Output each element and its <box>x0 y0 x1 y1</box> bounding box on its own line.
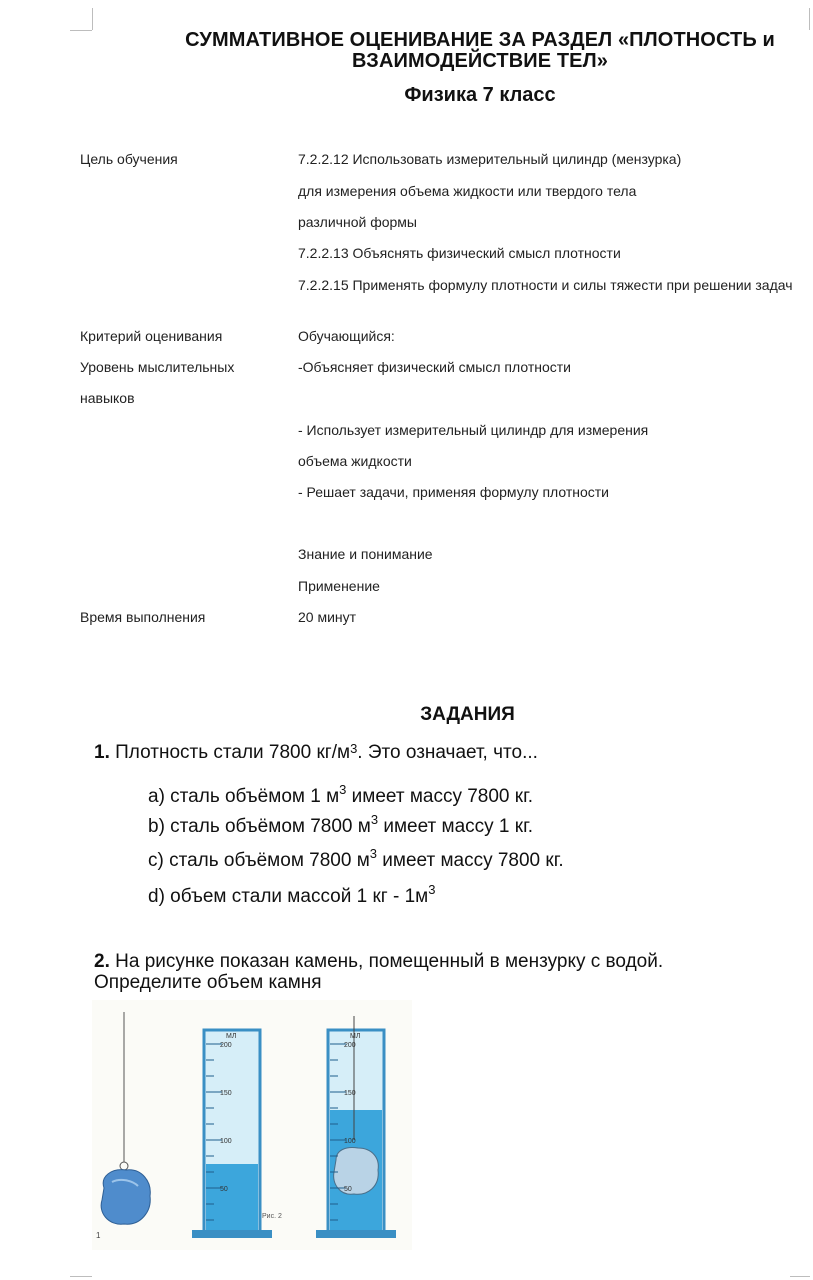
question-text: Плотность стали 7800 кг/м <box>115 742 351 763</box>
goal-line: 7.2.2.15 Применять формулу плотности и силы тяжести при решении задач <box>298 277 793 293</box>
criteria-item: объема жидкости <box>298 453 412 469</box>
option-text: d) объем стали массой 1 кг - 1м <box>148 886 429 907</box>
unit-label: МЛ <box>226 1033 237 1040</box>
goal-label: Цель обучения <box>80 151 178 167</box>
option-text: имеет массу 1 кг. <box>378 816 533 837</box>
goal-line: различной формы <box>298 214 417 230</box>
document-subtitle: Физика 7 класс <box>404 84 556 106</box>
unit-label: МЛ <box>350 1033 361 1040</box>
option-text: c) сталь объёмом 7800 м <box>148 850 370 871</box>
option-text: а) сталь объёмом 1 м <box>148 786 340 807</box>
answer-option-c <box>148 846 564 872</box>
goal-line: 7.2.2.13 Объяснять физический смысл плотности <box>298 245 621 261</box>
scale-mark: 150 <box>344 1090 356 1097</box>
question-text: На рисунке показан камень, помещенный в мензурку с водой. <box>115 951 664 972</box>
goal-line: для измерения объема жидкости или твердого тела <box>298 183 637 199</box>
superscript: 3 <box>369 846 377 861</box>
superscript: 3 <box>428 882 436 897</box>
skills-label: навыков <box>80 390 135 406</box>
cylinder-2 <box>316 1016 396 1238</box>
figure-number: 1 <box>96 1231 101 1240</box>
skills-label: Уровень мыслительных <box>80 359 235 375</box>
goal-line: 7.2.2.12 Использовать измерительный цилиндр (мензурка) <box>298 151 682 167</box>
scale-mark: 200 <box>344 1042 356 1049</box>
superscript: 3 <box>350 741 358 756</box>
criteria-intro: Обучающийся: <box>298 328 395 344</box>
question-text: Определите объем камня <box>94 972 322 993</box>
graduated-cylinder-figure <box>92 1000 412 1250</box>
question-2 <box>94 951 663 993</box>
option-text: имеет массу 7800 кг. <box>377 850 564 871</box>
scale-mark: 100 <box>220 1138 232 1145</box>
page-corner-mark <box>92 8 93 30</box>
time-label: Время выполнения <box>80 609 206 625</box>
skill-level: Знание и понимание <box>298 546 433 562</box>
scale-mark: 50 <box>220 1186 228 1193</box>
page-corner-mark <box>809 8 810 30</box>
superscript: 3 <box>370 812 379 827</box>
criteria-item: - Использует измерительный цилиндр для измерения <box>298 422 649 438</box>
criteria-label: Критерий оценивания <box>80 328 223 344</box>
time-value: 20 минут <box>298 609 357 625</box>
document-title <box>130 30 813 72</box>
stone <box>101 1170 150 1224</box>
page-corner-mark <box>70 1276 92 1277</box>
scale-mark: 200 <box>220 1042 232 1049</box>
option-text: b) сталь объёмом 7800 м <box>148 816 371 837</box>
question-number: 1. <box>94 742 110 763</box>
stone <box>334 1148 379 1195</box>
criteria-item: -Объясняет физический смысл плотности <box>298 359 571 375</box>
answer-option-a <box>148 782 533 808</box>
title-line-2: ВЗАИМОДЕЙСТВИЕ ТЕЛ» <box>352 50 608 72</box>
answer-option-d <box>148 882 436 908</box>
answer-option-b <box>148 812 533 838</box>
cylinder-base <box>316 1230 396 1238</box>
scale-mark: 150 <box>220 1090 232 1097</box>
question-text: . Это означает, что... <box>357 742 538 763</box>
question-number: 2. <box>94 951 110 972</box>
cylinder-base <box>192 1230 272 1238</box>
option-text: имеет массу 7800 кг. <box>346 786 533 807</box>
tasks-heading: ЗАДАНИЯ <box>420 704 515 725</box>
question-1 <box>94 742 538 763</box>
superscript: 3 <box>339 782 347 797</box>
scale-mark: 50 <box>344 1186 352 1193</box>
page-corner-mark <box>70 30 92 31</box>
title-line-1: СУММАТИВНОЕ ОЦЕНИВАНИЕ ЗА РАЗДЕЛ «ПЛОТНОСТЬ и <box>185 29 775 51</box>
skill-level: Применение <box>298 578 380 594</box>
criteria-item: - Решает задачи, применяя формулу плотности <box>298 484 610 500</box>
page-corner-mark <box>790 1276 810 1277</box>
scale-mark: 100 <box>344 1138 356 1145</box>
figure-caption: Рис. 2 <box>262 1213 282 1220</box>
